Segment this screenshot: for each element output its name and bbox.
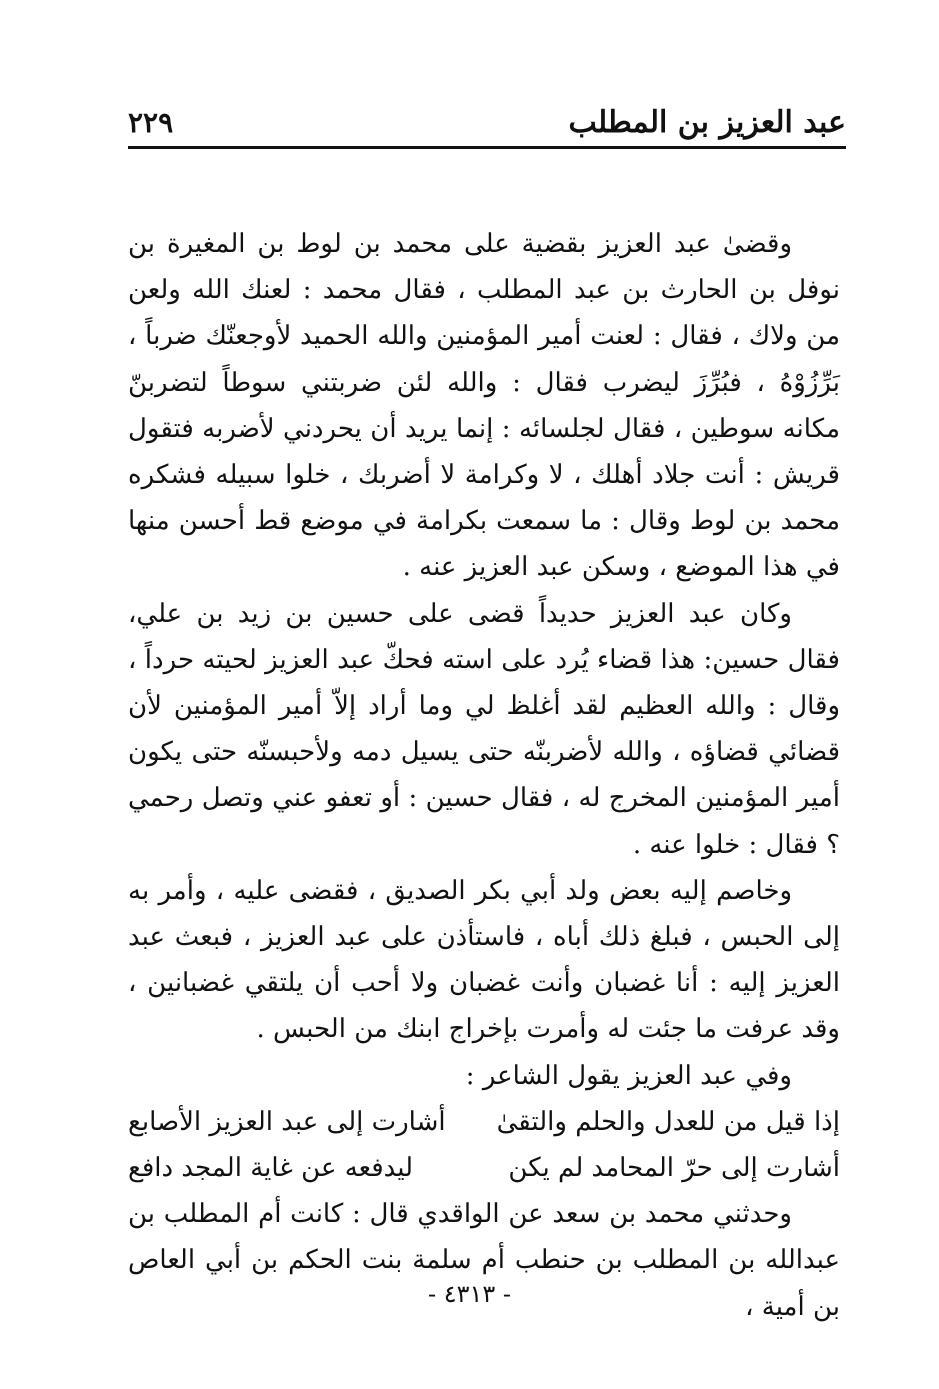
page-number: ٢٢٩: [128, 106, 174, 139]
paragraph: وحدثني محمد بن سعد عن الواقدي قال : كانت أم المطلب بن عبدالله بن المطلب بن حنطب أم سلمة بنت الحكم بن أبي العاص بن أمية ،: [128, 1199, 840, 1322]
verse-second-hemistich: ليدفعه عن غاية المجد دافع: [128, 1153, 414, 1184]
running-header: [128, 100, 846, 146]
page-body: [128, 221, 840, 1330]
header-divider: [128, 146, 846, 149]
verse-first-hemistich: أشارت إلى حرّ المحامد لم يكن: [508, 1153, 840, 1184]
paragraph: وقضىٰ عبد العزيز بقضية على محمد بن لوط بن المغيرة بن نوفل بن الحارث بن عبد المطلب ، فقال محمد : لعنك الله ولعن من ولاك ، فقال : لعنت أمير المؤمنين والله الحميد لأوجعنّك ضرباً ، بَرِّزُوْهُ ، فبُرِّزَ ليضرب فقال : والله لئن ضربتني سوطاً لتضربنّ مكانه سوطين ، فقال لجلسائه : إنما يريد أن يحردني لأضربه فتقول قريش : أنت جلاد أهلك ، لا وكرامة لا أضربك ، خلوا سبيله فشكره محمد بن لوط وقال : ما سمعت بكرامة في موضع قط أحسن منها في هذا الموضع ، وسكن عبد العزيز عنه .: [128, 229, 840, 583]
poem-verse: [128, 1145, 840, 1191]
verse-second-hemistich: أشارت إلى عبد العزيز الأصابع: [128, 1106, 446, 1137]
paragraph: وخاصم إليه بعض ولد أبي بكر الصديق ، فقضى عليه ، وأمر به إلى الحبس ، فبلغ ذلك أباه ، فاستأذن على عبد العزيز ، فبعث عبد العزيز إليه : أنا غضبان وأنت غضبان ولا أحب أن يلتقي غضبانين ، وقد عرفت ما جئت له وأمرت بإخراج ابنك من الحبس .: [128, 875, 840, 1045]
poem-intro: وفي عبد العزيز يقول الشاعر :: [465, 1060, 792, 1091]
verse-first-hemistich: إذا قيل من للعدل والحلم والتقىٰ: [496, 1106, 840, 1137]
paragraph: وكان عبد العزيز حديداً قضى على حسين بن زيد بن علي، فقال حسين: هذا قضاء يُرد على استه فحكّ عبد العزيز لحيته حرداً ، وقال : والله العظيم لقد أغلظ لي وما أراد إلاّ أمير المؤمنين لأن قضائي قضاؤه ، والله لأضربنّه حتى يسيل دمه ولأحبسنّه حتى يكون أمير المؤمنين المخرج له ، فقال حسين : أو تعفو عني وتصل رحمي ؟ فقال : خلوا عنه .: [128, 598, 840, 860]
chapter-title: عبد العزيز بن المطلب: [568, 105, 846, 140]
footer-folio: - ٤٣١٣ -: [427, 1280, 512, 1308]
poem-verse: [128, 1099, 840, 1145]
